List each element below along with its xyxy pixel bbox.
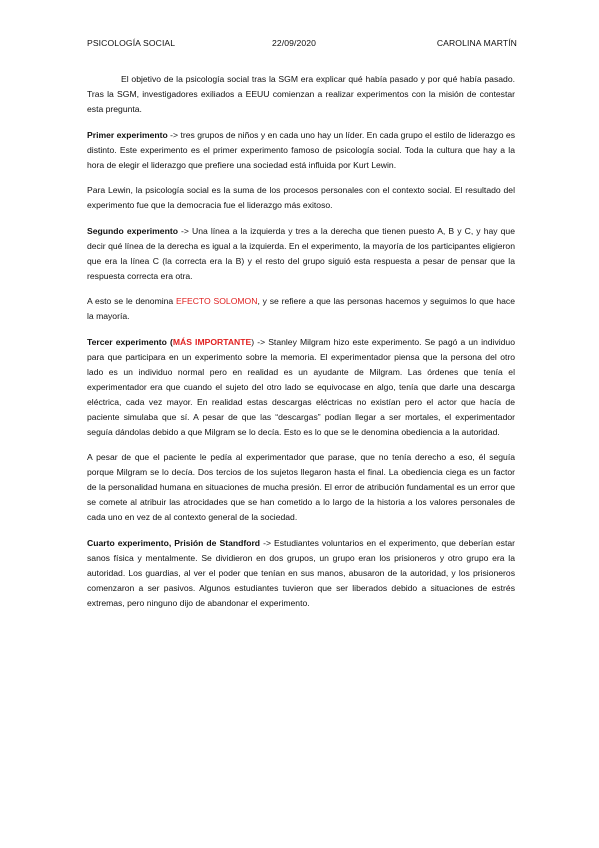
document-body [87, 72, 515, 621]
paragraph-first-experiment [87, 128, 515, 173]
third-experiment-heading: Tercer experimento [87, 336, 167, 347]
fourth-experiment-text: -> Estudiantes voluntarios en el experimento, que deberían estar sanos física y mentalmente. Se dividieron en dos grupos, un grupo eran los prisioneros y otro grupo era la autoridad. Los guardias, al ver el poder que tenían en sus manos, abusaron de la autoridad, y los prisioneros comenzaron a ser pasivos. Algunos estudiantes tuvieron que ser liberados debido a situaciones de estrés extremas, pero ninguno dijo de abandonar el experimento. [87, 537, 515, 608]
second-experiment-text: -> Una línea a la izquierda y tres a la derecha que tienen puesto A, B y C, y hay que decir qué línea de la derecha es igual a la izquierda. En el experimento, la mayoría de los participantes eligieron que era la línea C (la correcta era la B) y el resto del grupo siguió esta respuesta a pesar de pensar que la respuesta correcta era otra. [87, 225, 515, 281]
solomon-highlight: EFECTO SOLOMON [176, 296, 258, 306]
paragraph-solomon [87, 294, 515, 324]
third-experiment-text: ) -> Stanley Milgram hizo este experimento. Se pagó a un individuo para que participara en un experimento sobre la memoria. El experimentador piensa que la persona del otro lado es un individuo normal pero en realidad es un ayudante de Milgram. Las órdenes que tenía el experimentador era que cuando el sujeto del otro lado se equivocase en algo, tenía que darle una descarga eléctrica, cada vez mayor. En realidad estas descargas eléctricas no existían pero el actor que hacía de paciente simulaba que sí. A pesar de que las “descargas” podían llegar a ser mortales, el experimentador seguía dándolas debido a que Milgram se lo decía. Esto es lo que se le denomina obediencia a la autoridad. [87, 336, 515, 437]
paragraph-lewin: Para Lewin, la psicología social es la suma de los procesos personales con el contexto social. El resultado del experimento fue que la democracia fue el liderazgo más exitoso. [87, 185, 515, 210]
paragraph-third-experiment [87, 335, 515, 440]
fourth-experiment-heading: Cuarto experimento, Prisión de Standford [87, 537, 261, 548]
header-subject: PSICOLOGÍA SOCIAL [87, 38, 176, 48]
header-date: 22/09/2020 [272, 38, 317, 48]
solomon-after: , y se refiere a que las personas hacemos y seguimos lo que hace la mayoría. [87, 296, 516, 321]
first-experiment-text: -> tres grupos de niños y en cada uno hay un líder. En cada grupo el estilo de liderazgo es distinto. Este experimento es el primer experimento famoso de psicología social. Toda la cultura que hay a la hora de elegir el liderazgo que prefiere una sociedad está influida por Kurt Lewin. [87, 129, 515, 170]
first-experiment-heading: Primer experimento [87, 129, 168, 140]
paragraph-fourth-experiment [87, 536, 515, 611]
paragraph-obedience: A pesar de que el paciente le pedía al experimentador que parase, que no tenía derecho a eso, él seguía porque Milgram se lo decía. Dos tercios de los sujetos llegaron hasta el final. La obediencia ciega es un factor de la personalidad humana en situaciones de mucha presión. El error de atribución fundamental es un error que se comete al atribuir las atrocidades que se han cometido a lo largo de la historia a los valores personales de cada uno en vez de al contexto general de la sociedad. [87, 452, 515, 522]
solomon-before: A esto se le denomina [87, 296, 177, 306]
third-experiment-open: ( [166, 336, 173, 347]
header-author: CAROLINA MARTÍN [436, 38, 517, 48]
paragraph-intro: El objetivo de la psicología social tras la SGM era explicar qué había pasado y por qué había pasado. Tras la SGM, investigadores exiliados a EEUU comienzan a realizar experimentos con la misión de contestar esta pregunta. [87, 74, 515, 114]
third-experiment-highlight: MÁS IMPORTANTE [172, 336, 252, 347]
paragraph-second-experiment [87, 224, 515, 284]
second-experiment-heading: Segundo experimento [87, 225, 178, 236]
